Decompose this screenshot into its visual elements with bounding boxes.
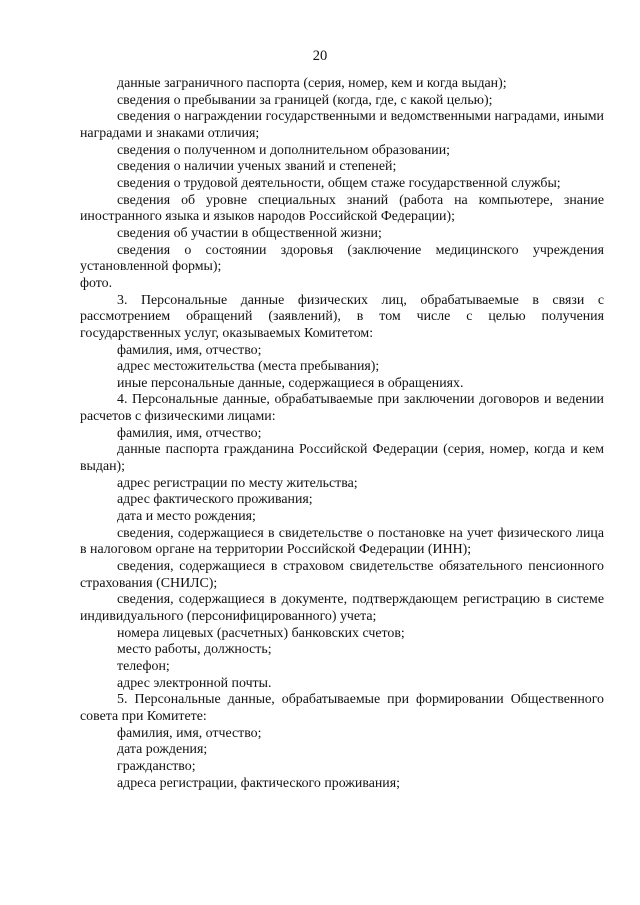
paragraph: адрес электронной почты.	[117, 675, 272, 691]
paragraph: сведения, содержащиеся в свидетельстве о постановке на учет физического лица в налоговом органе на территории Российской Федерации (ИНН);	[80, 525, 604, 558]
paragraph: 3. Персональные данные физических лиц, обрабатываемые в связи с рассмотрением обращений (заявлений), в том числе с целью получения государственных услуг, оказываемых Комитетом:	[80, 292, 604, 341]
paragraph: сведения об уровне специальных знаний (работа на компьютере, знание иностранного языка и языков народов Российской Федерации);	[80, 192, 604, 225]
paragraph: фамилия, имя, отчество;	[117, 425, 262, 441]
paragraph: сведения, содержащиеся в страховом свидетельстве обязательного пенсионного страхования (СНИЛС);	[80, 559, 604, 591]
paragraph: сведения о полученном и дополнительном образовании;	[117, 142, 451, 158]
paragraph: 5. Персональные данные, обрабатываемые при формировании Общественного совета при Комитете:	[80, 692, 604, 724]
paragraph: данные паспорта гражданина Российской Федерации (серия, номер, когда и кем выдан);	[80, 442, 604, 475]
paragraph: место работы, должность;	[117, 642, 272, 658]
paragraph: сведения о награждении государственными и ведомственными наградами, иными наградами и знаками отличия;	[80, 109, 604, 141]
document-body	[80, 76, 604, 792]
paragraph: дата и место рождения;	[117, 509, 256, 525]
page-number: 20	[312, 48, 328, 64]
paragraph: номера лицевых (расчетных) банковских счетов;	[117, 625, 405, 641]
paragraph: сведения о трудовой деятельности, общем стаже государственной службы;	[117, 175, 561, 191]
paragraph: адрес регистрации по месту жительства;	[117, 475, 358, 491]
paragraph: фото.	[80, 275, 113, 291]
paragraph: сведения о состоянии здоровья (заключение медицинского учреждения установленной формы);	[80, 242, 604, 275]
paragraph: дата рождения;	[117, 742, 208, 758]
paragraph: сведения, содержащиеся в документе, подтверждающем регистрацию в системе индивидуального (персонифицированного) учета;	[80, 592, 604, 624]
paragraph: сведения об участии в общественной жизни;	[117, 225, 382, 241]
paragraph: гражданство;	[117, 758, 196, 774]
paragraph: данные заграничного паспорта (серия, номер, кем и когда выдан);	[117, 76, 507, 91]
paragraph: 4. Персональные данные, обрабатываемые при заключении договоров и ведении расчетов с физическими лицами:	[80, 392, 604, 425]
paragraph: адрес местожительства (места пребывания);	[117, 359, 380, 375]
paragraph: фамилия, имя, отчество;	[117, 725, 262, 741]
paragraph: телефон;	[117, 658, 170, 674]
paragraph: адрес фактического проживания;	[117, 492, 313, 508]
paragraph: иные персональные данные, содержащиеся в обращениях.	[117, 375, 464, 391]
paragraph: сведения о наличии ученых званий и степеней;	[117, 159, 397, 175]
paragraph: адреса регистрации, фактического проживания;	[117, 775, 400, 791]
paragraph: фамилия, имя, отчество;	[117, 342, 262, 358]
paragraph: сведения о пребывании за границей (когда, где, с какой целью);	[117, 92, 493, 108]
